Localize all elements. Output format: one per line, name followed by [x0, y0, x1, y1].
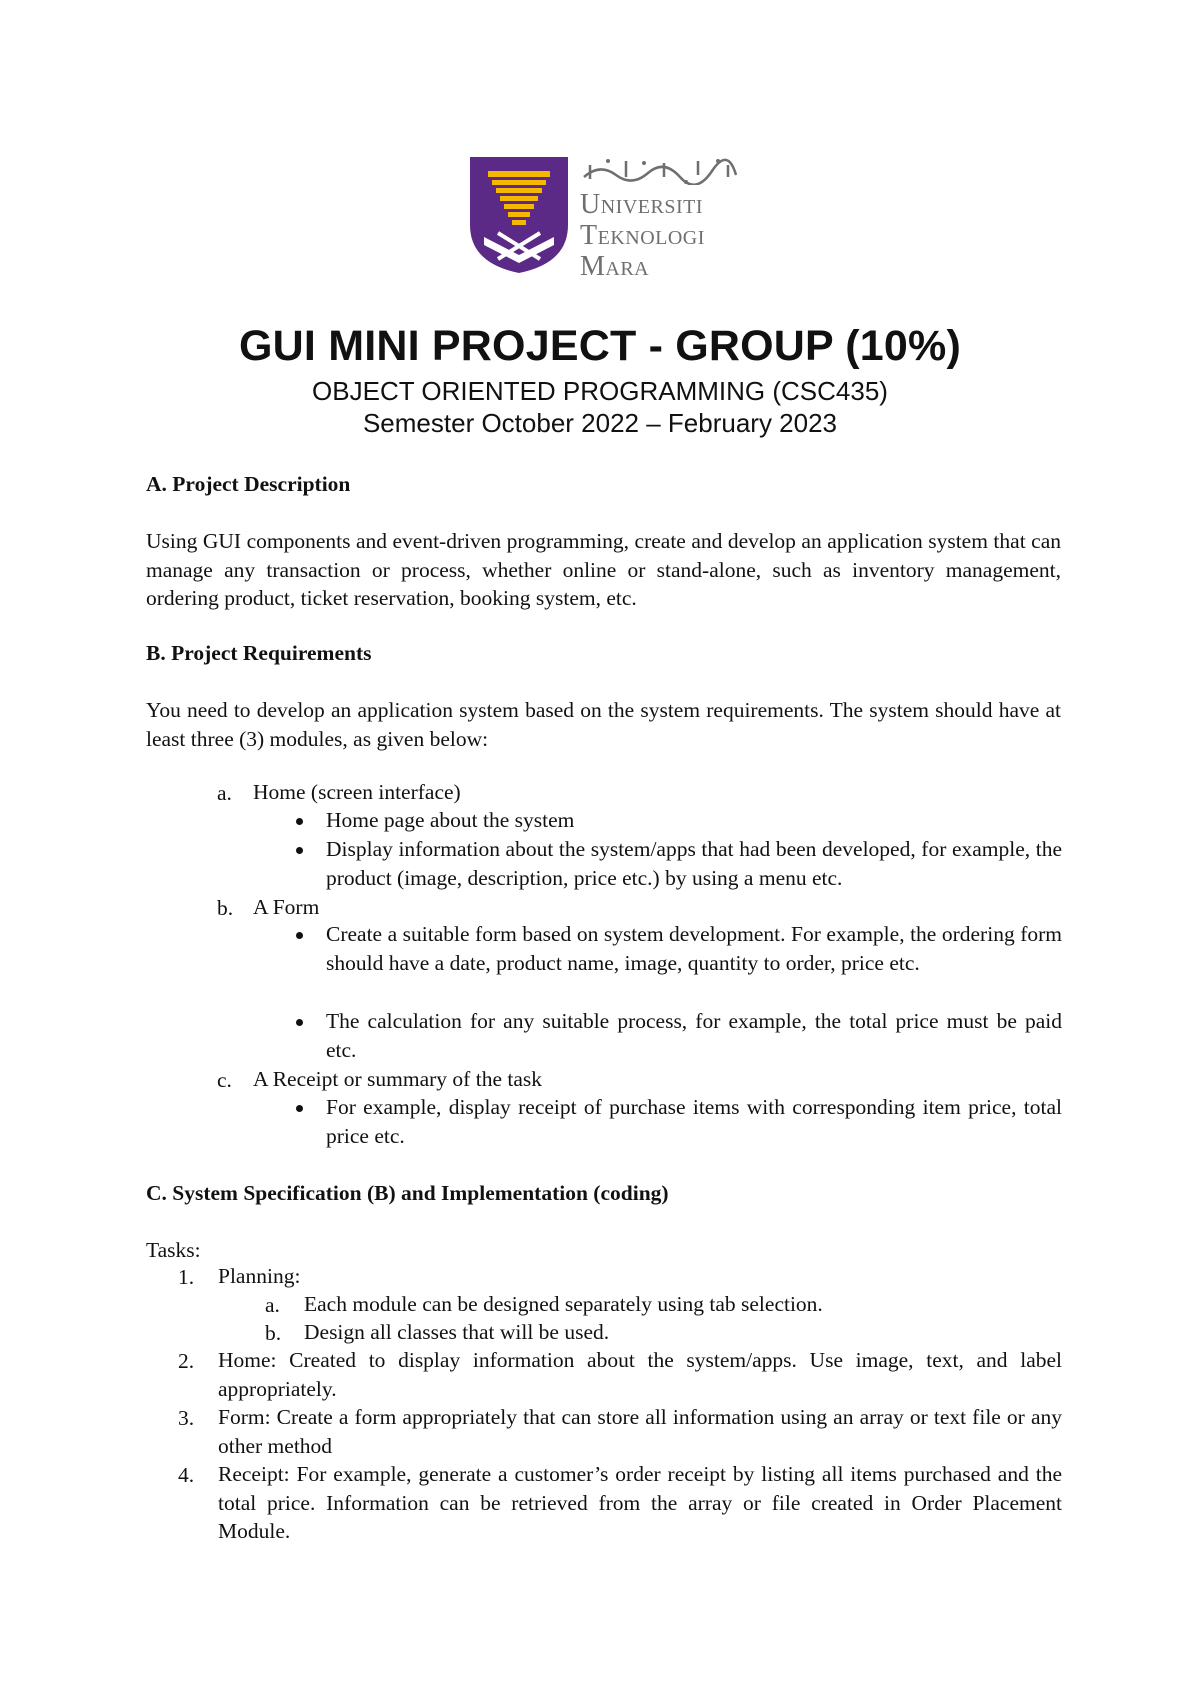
task-marker: 3. [178, 1406, 195, 1430]
module-home-bullet-1: Home page about the system [326, 808, 575, 832]
module-marker: b. [217, 896, 234, 920]
bullet-icon [296, 818, 303, 825]
module-home-bullet-2: Display information about the system/apps that had been developed, for example, the product (image, description, price etc.) by using a menu etc. [326, 837, 1062, 890]
logo-arabic-name [580, 155, 740, 190]
subtask-marker: a. [265, 1293, 280, 1317]
task-planning: Planning: [218, 1264, 301, 1288]
tasks-label: Tasks: [146, 1238, 201, 1262]
section-a-body: Using GUI components and event-driven programming, create and develop an application system that can manage any transaction or process, whether online or stand-alone, such as inventory management, ordering product, ticket reservation, booking system, etc. [146, 529, 1061, 610]
section-b-heading: B. Project Requirements [146, 641, 372, 665]
task-receipt: Receipt: For example, generate a customer’s order receipt by listing all items purchased and the total price. Information can be retrieved from the array or file created in Order Placement Module. [218, 1462, 1062, 1543]
module-receipt-bullet-1: For example, display receipt of purchase items with corresponding item price, total price etc. [326, 1095, 1062, 1148]
module-form-bullet-1: Create a suitable form based on system development. For example, the ordering form should have a date, product name, image, quantity to order, price etc. [326, 922, 1062, 975]
task-marker: 1. [178, 1265, 195, 1289]
section-a-heading: A. Project Description [146, 472, 351, 496]
module-form: A Form [253, 895, 320, 919]
bullet-icon [296, 847, 303, 854]
course-name: OBJECT ORIENTED PROGRAMMING (CSC435) [312, 376, 888, 406]
module-form-bullet-2: The calculation for any suitable process, for example, the total price must be paid etc. [326, 1009, 1062, 1062]
logo-wordmark [580, 189, 705, 282]
module-marker: a. [217, 781, 232, 805]
module-marker: c. [217, 1068, 232, 1092]
semester: Semester October 2022 – February 2023 [362, 408, 838, 438]
bullet-icon [296, 932, 303, 939]
university-logo [468, 155, 768, 282]
subtask-tab-selection: Each module can be designed separately using tab selection. [304, 1292, 823, 1316]
page-title: GUI MINI PROJECT - GROUP (10%) [239, 322, 961, 370]
section-c-heading: C. System Specification (B) and Implementation (coding) [146, 1181, 669, 1205]
section-b-intro: You need to develop an application system based on the system requirements. The system should have at least three (3) modules, as given below: [146, 698, 1061, 751]
subtask-marker: b. [265, 1321, 282, 1345]
module-home: Home (screen interface) [253, 780, 461, 804]
logo-line-2: Teknologi [580, 220, 705, 251]
task-home: Home: Created to display information about the system/apps. Use image, text, and label appropriately. [218, 1348, 1062, 1401]
bullet-icon [296, 1105, 303, 1112]
uitm-crest-icon [468, 155, 570, 275]
task-marker: 2. [178, 1349, 195, 1373]
subtask-design-classes: Design all classes that will be used. [304, 1320, 610, 1344]
task-marker: 4. [178, 1463, 195, 1487]
module-receipt: A Receipt or summary of the task [253, 1067, 542, 1091]
bullet-icon [296, 1019, 303, 1026]
task-form: Form: Create a form appropriately that can store all information using an array or text file or any other method [218, 1405, 1062, 1458]
logo-line-1: Universiti [580, 189, 703, 220]
logo-line-3: Mara [580, 251, 650, 282]
